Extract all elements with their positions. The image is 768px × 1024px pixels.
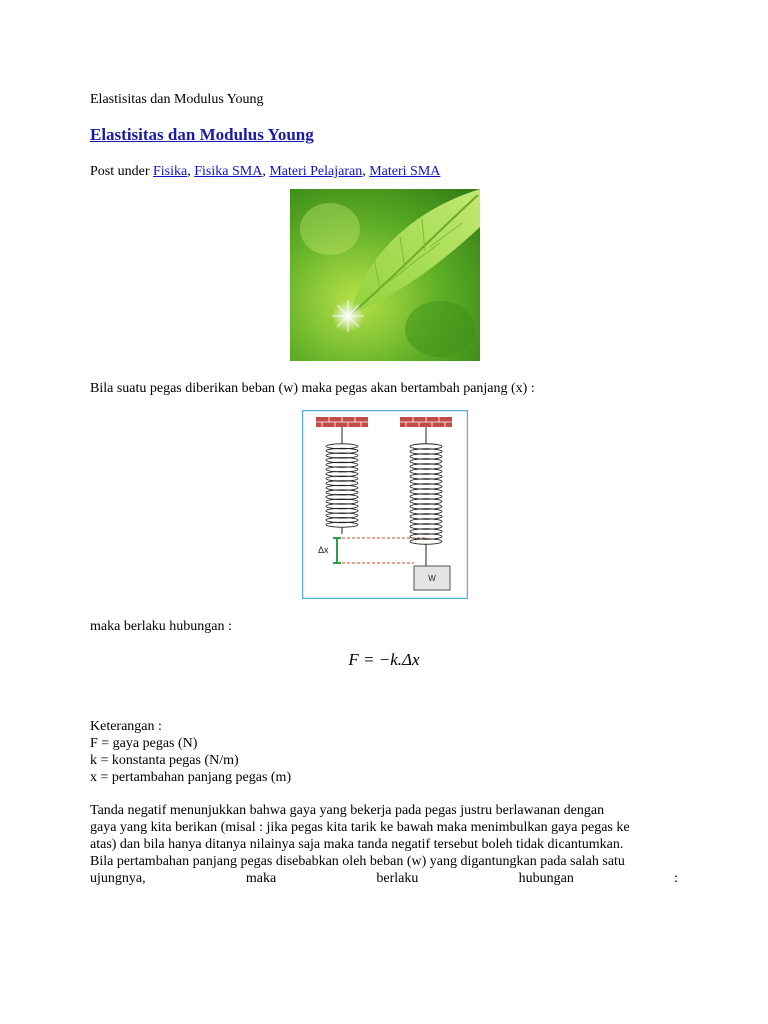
document-title: Elastisitas dan Modulus Young [90,92,264,107]
post-categories: Post under Fisika, Fisika SMA, Materi Pelajaran, Materi SMA [90,164,441,179]
post-title-link[interactable]: Elastisitas dan Modulus Young [90,125,314,144]
paragraph-line: Bila pertambahan panjang pegas disebabkan oleh beban (w) yang digantungkan pada salah satu [90,854,625,869]
paragraph-word: hubungan [518,871,574,886]
posted-under-label: Post under [90,164,150,179]
hooke-formula: F = −k.Δx [348,650,420,669]
paragraph-word: maka [245,871,277,886]
paragraph-word: : [674,871,678,886]
category-link-materi-sma[interactable]: Materi SMA [369,164,441,179]
category-link-fisika[interactable]: Fisika [153,164,188,179]
category-link-fisika-sma[interactable]: Fisika SMA [194,164,263,179]
legend-item: F = gaya pegas (N) [90,736,198,751]
weight-label: W [428,574,436,583]
paragraph-line: gaya yang kita berikan (misal : jika pegas kita tarik ke bawah maka menimbulkan gaya pegas ke [90,820,630,835]
spring-right [410,444,442,545]
relation-intro: maka berlaku hubungan : [90,619,232,634]
legend-item: x = pertambahan panjang pegas (m) [90,770,292,785]
ceiling-right [400,417,452,427]
legend-heading: Keterangan : [90,719,162,734]
paragraph-word: berlaku [376,871,419,886]
paragraph-line: Tanda negatif menunjukkan bahwa gaya yang bekerja pada pegas justru berlawanan dengan [90,803,605,818]
ceiling-left [316,417,368,427]
paragraph-last-line [90,870,678,887]
intro-text: Bila suatu pegas diberikan beban (w) maka pegas akan bertambah panjang (x) : [90,381,535,396]
legend [90,718,291,786]
legend-item: k = konstanta pegas (N/m) [90,753,239,768]
paragraph-word: ujungnya, [90,871,146,886]
leaf-photo [290,189,480,361]
delta-x-label: Δx [318,545,329,555]
explanation-paragraph [90,802,678,887]
spring-diagram [302,410,468,599]
category-link-materi-pelajaran[interactable]: Materi Pelajaran [269,164,363,179]
paragraph-line: atas) dan bila hanya ditanya nilainya saja maka tanda negatif tersebut boleh tidak dicantumkan. [90,837,624,852]
